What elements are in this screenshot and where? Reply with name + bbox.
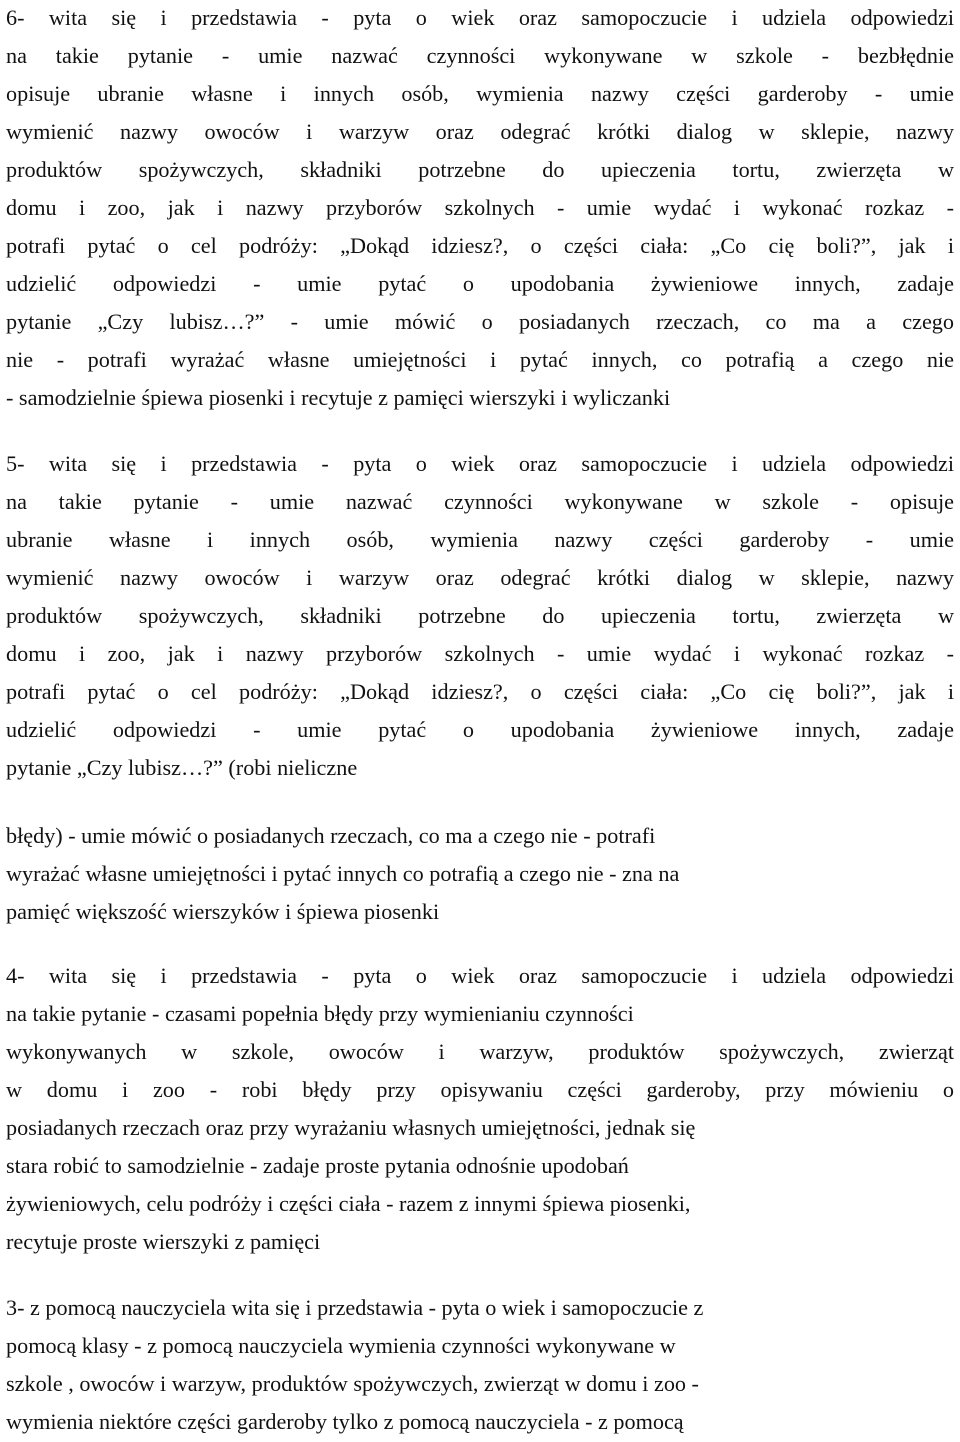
text-line: wyrażać własne umiejętności i pytać innych co potrafią a czego nie - zna na [6,861,680,886]
text-line: 5- wita się i przedstawia - pyta o wiek oraz samopoczucie i udziela odpowiedzi [6,451,954,476]
text-line: pytanie „Czy lubisz…?” - umie mówić o posiadanych rzeczach, co ma a czego [6,309,954,334]
text-line: udzielić odpowiedzi - umie pytać o upodobania żywieniowe innych, zadaje [6,271,954,296]
text-line: 4- wita się i przedstawia - pyta o wiek oraz samopoczucie i udziela odpowiedzi [6,963,954,988]
text-line: na takie pytanie - umie nazwać czynności wykonywane w szkole - opisuje [6,489,954,514]
text-line: stara robić to samodzielnie - zadaje proste pytania odnośnie upodobań [6,1153,629,1178]
text-line: produktów spożywczych, składniki potrzebne do upieczenia tortu, zwierzęta w [6,157,954,182]
text-line: domu i zoo, jak i nazwy przyborów szkolnych - umie wydać i wykonać rozkaz - [6,195,954,220]
text-line: potrafi pytać o cel podróży: „Dokąd idziesz?, o części ciała: „Co cię boli?”, jak i [6,233,954,258]
text-line: nie - potrafi wyrażać własne umiejętności i pytać innych, co potrafią a czego nie [6,347,954,372]
text-line: - samodzielnie śpiewa piosenki i recytuje z pamięci wierszyki i wyliczanki [6,385,671,410]
text-line: recytuje proste wierszyki z pamięci [6,1229,321,1254]
text-line: posiadanych rzeczach oraz przy wyrażaniu własnych umiejętności, jednak się [6,1115,696,1140]
text-line: udzielić odpowiedzi - umie pytać o upodobania żywieniowe innych, zadaje [6,717,954,742]
text-line: pytanie „Czy lubisz…?” (robi nieliczne [6,755,358,780]
text-line: błędy) - umie mówić o posiadanych rzeczach, co ma a czego nie - potrafi [6,823,656,848]
text-line: pomocą klasy - z pomocą nauczyciela wymienia czynności wykonywane w [6,1333,676,1358]
text-line: 3- z pomocą nauczyciela wita się i przedstawia - pyta o wiek i samopoczucie z [6,1295,704,1320]
text-line: szkole , owoców i warzyw, produktów spożywczych, zwierząt w domu i zoo - [6,1371,699,1396]
text-line: wymienić nazwy owoców i warzyw oraz odegrać krótki dialog w sklepie, nazwy [6,119,954,144]
text-line: wymienia niektóre części garderoby tylko z pomocą nauczyciela - z pomocą [6,1409,684,1434]
text-line: domu i zoo, jak i nazwy przyborów szkolnych - umie wydać i wykonać rozkaz - [6,641,954,666]
text-line: na takie pytanie - umie nazwać czynności wykonywane w szkole - bezbłędnie [6,43,954,68]
text-line: potrafi pytać o cel podróży: „Dokąd idziesz?, o części ciała: „Co cię boli?”, jak i [6,679,954,704]
text-line: opisuje ubranie własne i innych osób, wymienia nazwy części garderoby - umie [6,81,954,106]
text-line: produktów spożywczych, składniki potrzebne do upieczenia tortu, zwierzęta w [6,603,954,628]
text-line: 6- wita się i przedstawia - pyta o wiek oraz samopoczucie i udziela odpowiedzi [6,5,954,30]
text-line: na takie pytanie - czasami popełnia błędy przy wymienianiu czynności [6,1001,634,1026]
text-line: w domu i zoo - robi błędy przy opisywaniu części garderoby, przy mówieniu o [6,1077,954,1102]
text-line: wymienić nazwy owoców i warzyw oraz odegrać krótki dialog w sklepie, nazwy [6,565,954,590]
text-line: wykonywanych w szkole, owoców i warzyw, produktów spożywczych, zwierząt [6,1039,954,1064]
text-line: pamięć większość wierszyków i śpiewa piosenki [6,899,440,924]
text-line: ubranie własne i innych osób, wymienia nazwy części garderoby - umie [6,527,954,552]
text-line: żywieniowych, celu podróży i części ciała - razem z innymi śpiewa piosenki, [6,1191,691,1216]
